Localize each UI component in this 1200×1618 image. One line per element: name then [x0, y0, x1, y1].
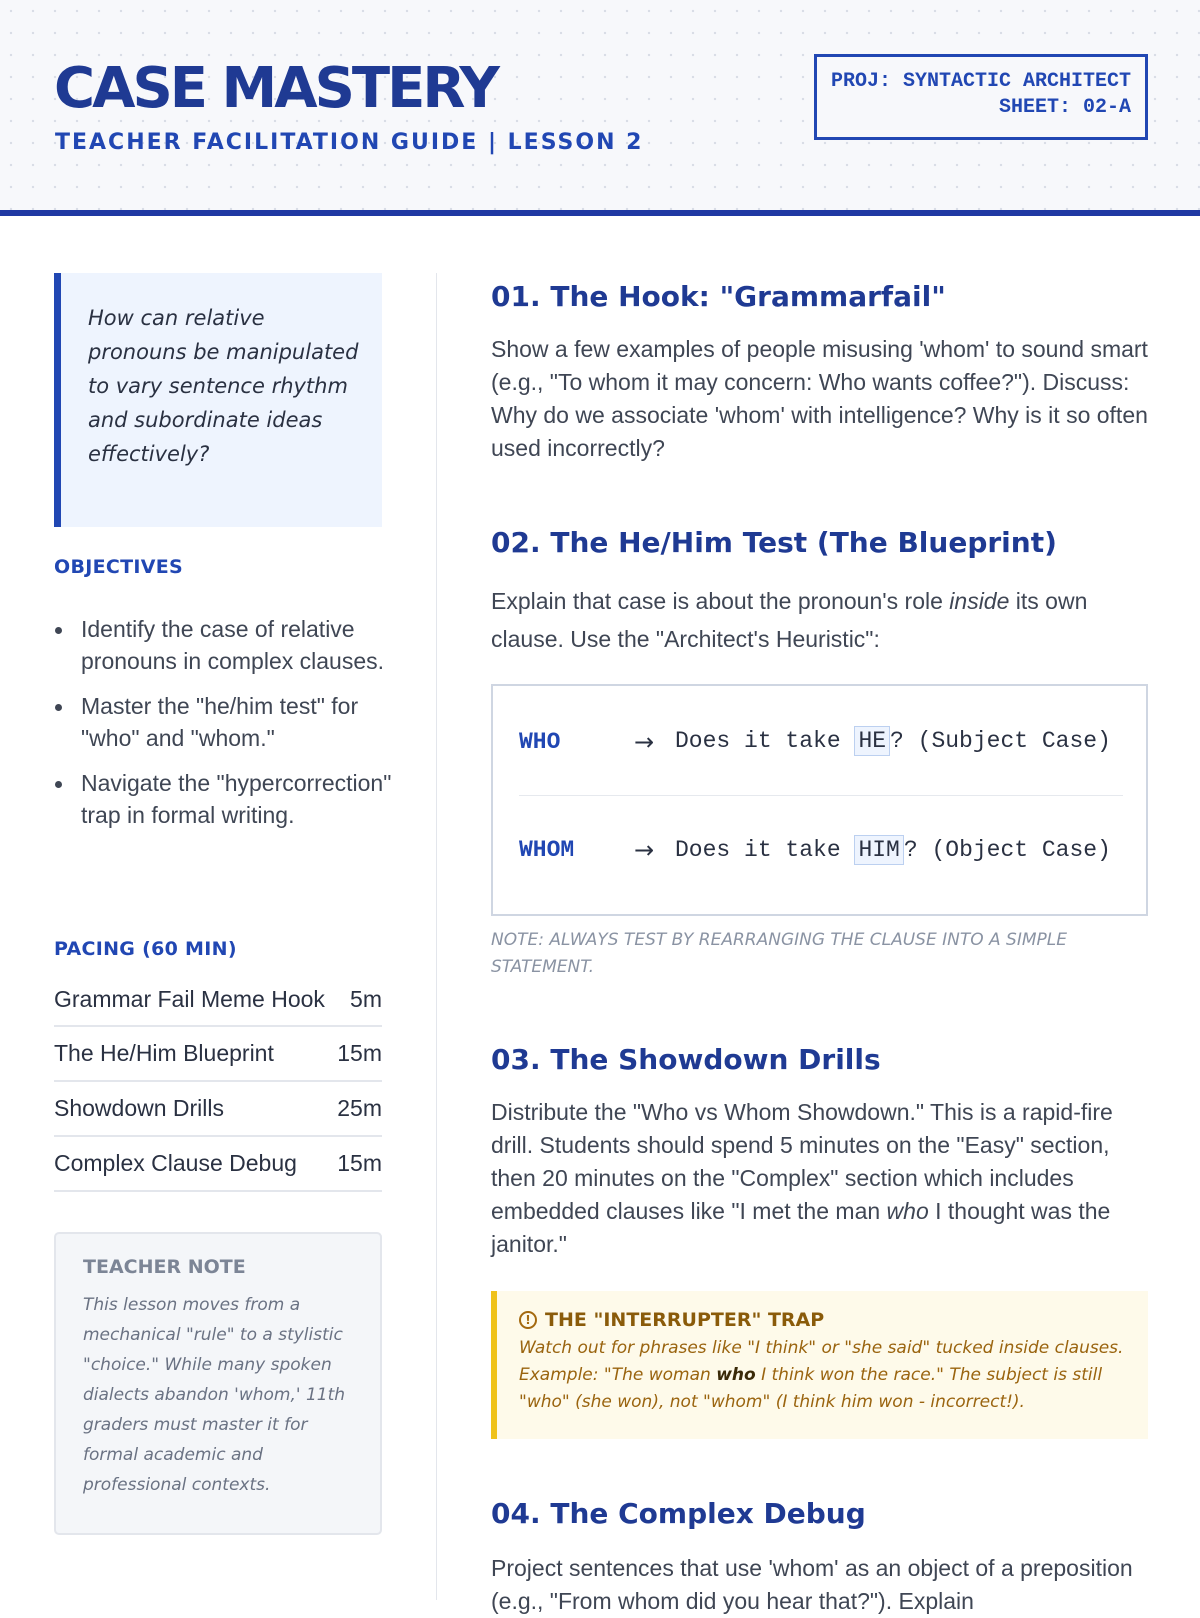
objective-item: Navigate the "hypercorrection" trap in formal writing.	[54, 767, 394, 831]
column-divider	[436, 273, 437, 1600]
pronoun-chip: HE	[854, 726, 890, 756]
objective-item: Identify the case of relative pronouns in complex clauses.	[54, 613, 394, 677]
emphasis-text: who	[886, 1198, 929, 1224]
arrow-right-icon: →	[634, 836, 655, 864]
section-title-debug: 04. The Complex Debug	[491, 1497, 866, 1530]
heuristic-key: WHO	[519, 728, 561, 755]
pacing-activity: Showdown Drills	[54, 1095, 225, 1121]
objective-item: Master the "he/him test" for "who" and "whom."	[54, 690, 394, 754]
text-run: Watch out for phrases like "I think" or "she said" tucked inside clauses. Example: "The woman	[519, 1338, 1124, 1385]
pacing-row	[54, 1027, 382, 1082]
page-title: CASE MASTERY	[54, 56, 497, 121]
pacing-row	[54, 1137, 382, 1192]
pacing-time: 15m	[337, 1040, 382, 1066]
objectives-list	[54, 613, 394, 844]
pacing-time: 25m	[337, 1095, 382, 1121]
text-run: Does it take	[675, 728, 855, 754]
heuristic-row-who	[519, 688, 1123, 796]
sheet-label: SHEET: 02-A	[998, 96, 1131, 119]
text-run: I thought was the janitor."	[491, 1198, 1111, 1257]
trap-text	[519, 1335, 1126, 1416]
section-title-showdown: 03. The Showdown Drills	[491, 1043, 881, 1076]
pacing-time: 15m	[337, 1150, 382, 1176]
pacing-activity: Grammar Fail Meme Hook	[54, 985, 325, 1012]
pacing-heading: PACING (60 MIN)	[54, 938, 237, 960]
trap-title-text: THE "INTERRUPTER" TRAP	[545, 1309, 825, 1331]
alert-circle-icon: !	[519, 1311, 537, 1329]
sheet-meta-box	[814, 54, 1148, 140]
heuristic-key: WHOM	[519, 837, 575, 863]
bold-text: who	[716, 1365, 756, 1385]
objectives-heading: OBJECTIVES	[54, 556, 184, 578]
heuristic-note: NOTE: ALWAYS TEST BY REARRANGING THE CLAUSE INTO A SIMPLE STATEMENT.	[491, 930, 1067, 977]
project-label: PROJ: SYNTACTIC ARCHITECT	[830, 70, 1131, 93]
text-run: Explain that case is about the pronoun's role	[491, 588, 950, 614]
pacing-activity: Complex Clause Debug	[54, 1150, 297, 1176]
pacing-time: 5m	[350, 985, 382, 1012]
section-text-hook: Show a few examples of people misusing 'whom' to sound smart (e.g., "To whom it may concern: Who wants coffee?"). Discuss: Why do we associate 'whom' with intelligence? Why is it so often used incorrectly?	[491, 336, 1148, 461]
emphasis-text: inside	[949, 588, 1010, 614]
teacher-note-card	[54, 1232, 382, 1535]
pacing-row	[54, 973, 382, 1027]
page-header	[0, 0, 1200, 216]
heuristic-row-whom	[519, 796, 1123, 904]
pacing-table	[54, 973, 382, 1192]
text-run: Distribute the "Who vs Whom Showdown." This is a rapid-fire drill. Students should spend 5 minutes on the "Easy" section, then 20 minutes on the "Complex" section which includes embedded clauses like "I met the man	[491, 1099, 1113, 1224]
arrow-right-icon: →	[634, 727, 655, 756]
section-title-blueprint: 02. The He/Him Test (The Blueprint)	[491, 526, 1057, 559]
trap-title	[519, 1309, 1126, 1331]
text-run: I think won the race." The subject is still "who" (she won), not "whom" (I think him won - incorrect!).	[519, 1365, 1103, 1412]
text-run: ? (Object Case)	[903, 836, 1111, 863]
text-run: its own clause. Use the "Architect's Heuristic":	[491, 588, 1088, 652]
section-title-hook: 01. The Hook: "Grammarfail"	[491, 280, 946, 313]
section-text-showdown	[491, 1096, 1148, 1261]
teacher-note-text: This lesson moves from a mechanical "rule" to a stylistic "choice." While many spoken dialects abandon 'whom,' 11th graders must master it for formal academic and professional contexts.	[83, 1295, 346, 1495]
essential-question: How can relative pronouns be manipulated to vary sentence rhythm and subordinate ideas effectively?	[54, 273, 382, 527]
pronoun-chip: HIM	[854, 835, 903, 865]
heuristic-description	[675, 725, 1123, 758]
heuristic-box	[491, 684, 1148, 916]
heuristic-description	[675, 834, 1123, 867]
page-subtitle: TEACHER FACILITATION GUIDE | LESSON 2	[55, 130, 644, 155]
text-run: Does it take	[675, 836, 855, 863]
pacing-row	[54, 1082, 382, 1137]
section-text-blueprint	[491, 582, 1148, 658]
text-run: ? (Subject Case)	[890, 728, 1111, 754]
section-text-debug: Project sentences that use 'whom' as an object of a preposition (e.g., "From whom did you hear that?"). Explain	[491, 1555, 1133, 1614]
interrupter-trap-callout	[491, 1291, 1148, 1439]
teacher-note-label: TEACHER NOTE	[83, 1256, 246, 1278]
pacing-activity: The He/Him Blueprint	[54, 1040, 274, 1066]
